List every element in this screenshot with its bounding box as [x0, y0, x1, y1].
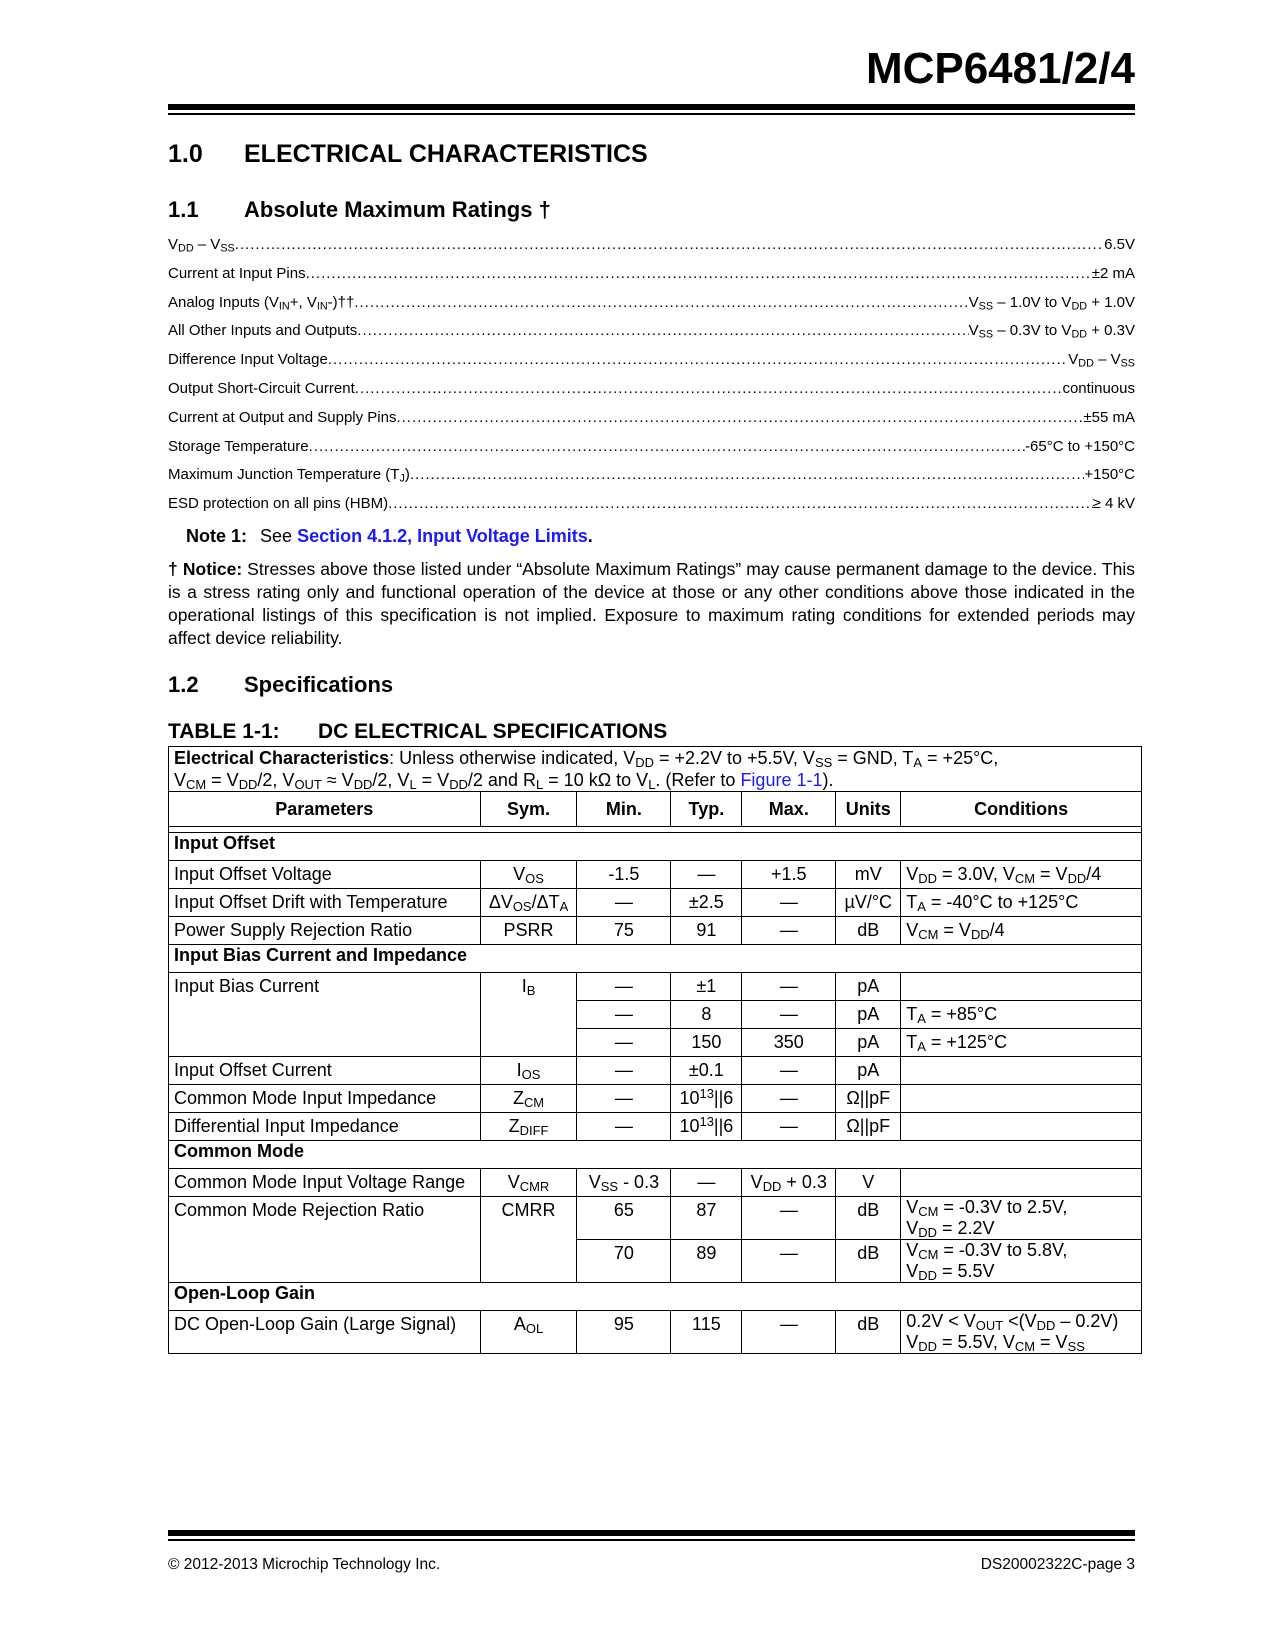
- section-title: Specifications: [244, 672, 394, 697]
- table-row: Common Mode Rejection Ratio CMRR 65 87 — dB $V_{CM} = -0.3V$ to 2.5V, $V_{DD} = 2.2V$: [169, 1197, 1142, 1240]
- rating-diff-input: [168, 351, 1135, 380]
- rating-label: Maximum Junction Temperature $(T_J)$: [168, 466, 410, 486]
- section-link[interactable]: Section 4.1.2, Input Voltage Limits: [297, 526, 588, 546]
- rating-label: All Other Inputs and Outputs: [168, 322, 358, 340]
- table-conditions-row: [169, 747, 1142, 792]
- leader-dots: [357, 322, 968, 339]
- section-number: 1.1: [168, 197, 199, 222]
- group-row-input-offset: Input Offset: [169, 833, 1142, 861]
- col-header-typ: Typ.: [671, 792, 742, 827]
- notice-text: Stresses above those listed under “Absolute Maximum Ratings” may cause permanent damage to the device. This is a stress rating only and functional operation of the device at those or any other conditions above those indicated in the operational listings of this specification is not implied. Exposure to maximum rating conditions for extended periods may affect device reliability.: [168, 559, 1135, 648]
- note-end: .: [587, 526, 593, 546]
- leader-dots: [328, 351, 1068, 368]
- section-number: 1.0: [168, 140, 203, 168]
- rating-label: $V_{DD} - V_{SS}$: [168, 236, 235, 255]
- table-row: Input Offset Drift with Temperature $\Delta V_{OS}/\Delta T_A$ — ±2.5 — µV/°C $T_A = -40^\circ C$ to +125°C: [169, 889, 1142, 917]
- table-header-row: [169, 792, 1142, 827]
- rating-other-io: [168, 322, 1135, 351]
- electrical-characteristics-note: Electrical Characteristics: Unless otherwise indicated, $V_{DD} = +2.2V$ to +5.5V, $V_{SS}$ = GND, $T_A = +25^\circ C$, $V_{CM} = V_{DD}/2$, $V_{OUT} \approx V_{DD}/2$, $V_L = V_{DD}/2$ and $R_L = 10$ kΩ to $V_L$. (Refer to Figure 1-1).: [169, 747, 1142, 792]
- leader-dots: [355, 380, 1063, 397]
- leader-dots: [235, 236, 1104, 253]
- section-heading-1-2: [168, 672, 393, 698]
- leader-dots: [306, 265, 1092, 282]
- rating-output-current: [168, 409, 1135, 438]
- section-title: Absolute Maximum Ratings †: [244, 197, 551, 222]
- leader-dots: [396, 409, 1083, 426]
- leader-dots: [354, 294, 968, 311]
- note-1: [186, 526, 601, 547]
- footer-rule-thin: [168, 1539, 1135, 1541]
- table-row: Differential Input Impedance $Z_{DIFF}$ — $10^{13}||6$ — Ω||pF: [169, 1113, 1142, 1141]
- notice-label: † Notice:: [168, 559, 243, 579]
- table-number: TABLE 1-1:: [168, 720, 280, 743]
- table-row: — 150 350 pA $T_A = +125^\circ C$: [169, 1029, 1142, 1057]
- table-title-text: DC ELECTRICAL SPECIFICATIONS: [318, 720, 668, 743]
- rating-short-circuit: [168, 380, 1135, 409]
- leader-dots: [388, 495, 1092, 512]
- section-heading-1: [168, 140, 648, 169]
- figure-link[interactable]: Figure 1-1: [740, 770, 823, 790]
- absolute-max-ratings-list: [168, 236, 1135, 524]
- group-row-common-mode: Common Mode: [169, 1141, 1142, 1169]
- rating-value: $V_{DD} - V_{SS}$: [1068, 351, 1135, 370]
- rating-label: Analog Inputs ($V_{IN}+$, $V_{IN}-)\dagger\dagger$: [168, 293, 355, 313]
- note-text: See: [260, 526, 293, 546]
- table-row: Common Mode Input Impedance $Z_{CM}$ — $10^{13}||6$ — Ω||pF: [169, 1085, 1142, 1113]
- rating-label: Current at Input Pins: [168, 264, 306, 282]
- rating-value: ≥ 4 kV: [1092, 495, 1135, 513]
- rating-value: +150°C: [1084, 466, 1135, 484]
- group-row-input-bias: Input Bias Current and Impedance: [169, 945, 1142, 973]
- col-header-min: Min.: [577, 792, 671, 827]
- rating-input-current: [168, 265, 1135, 294]
- rating-analog-inputs: [168, 294, 1135, 323]
- rating-value: 6.5V: [1104, 236, 1135, 253]
- footer-page-number: DS20002322C-page 3: [980, 1556, 1135, 1573]
- header-rule-thin: [168, 113, 1135, 115]
- rating-storage-temp: [168, 438, 1135, 467]
- group-row-open-loop-gain: Open-Loop Gain: [169, 1283, 1142, 1311]
- col-header-parameters: Parameters: [169, 792, 481, 827]
- rating-label: Output Short-Circuit Current: [168, 379, 355, 397]
- table-title: [168, 720, 667, 744]
- col-header-conditions: Conditions: [901, 792, 1142, 827]
- rating-label: Difference Input Voltage: [168, 351, 328, 369]
- col-header-sym: Sym.: [480, 792, 577, 827]
- section-title: ELECTRICAL CHARACTERISTICS: [244, 140, 648, 168]
- section-number: 1.2: [168, 672, 199, 697]
- rating-esd: [168, 495, 1135, 524]
- table-row: Input Bias Current $I_B$ — ±1 — pA: [169, 973, 1142, 1001]
- footer-copyright: © 2012-2013 Microchip Technology Inc.: [168, 1556, 441, 1573]
- rating-label: ESD protection on all pins (HBM): [168, 495, 389, 513]
- rating-value: -65°C to +150°C: [1025, 437, 1135, 455]
- table-row: Input Offset Current $I_{OS}$ — ±0.1 — pA: [169, 1057, 1142, 1085]
- table-row: — 8 — pA $T_A = +85^\circ C$: [169, 1001, 1142, 1029]
- note-label: Note 1:: [186, 526, 248, 546]
- rating-junction-temp: [168, 466, 1135, 495]
- page-title: MCP6481/2/4: [865, 44, 1135, 93]
- rating-label: Current at Output and Supply Pins: [168, 408, 397, 426]
- table-row: Power Supply Rejection Ratio PSRR 75 91 — dB $V_{CM} = V_{DD}/4$: [169, 917, 1142, 945]
- table-row: DC Open-Loop Gain (Large Signal) $A_{OL}$ 95 115 — dB $0.2V < V_{OUT} <(V_{DD} - 0.2V)$ $V_{DD} = 5.5V$, $V_{CM} = V_{SS}$: [169, 1311, 1142, 1354]
- col-header-max: Max.: [742, 792, 836, 827]
- table-row: Input Offset Voltage $V_{OS}$ -1.5 — +1.5 mV $V_{DD} = 3.0V$, $V_{CM} = V_{DD}/4$: [169, 861, 1142, 889]
- rating-value: continuous: [1062, 379, 1135, 397]
- header-rule-thick: [168, 104, 1135, 110]
- rating-value: ±2 mA: [1091, 264, 1135, 282]
- table-row: Common Mode Input Voltage Range $V_{CMR}$ $V_{SS} - 0.3$ — $V_{DD} + 0.3$ V: [169, 1169, 1142, 1197]
- rating-value: $V_{SS} - 1.0V$ to $V_{DD} + 1.0V$: [968, 293, 1135, 313]
- table-row: 70 89 — dB $V_{CM} = -0.3V$ to 5.8V, $V_{DD} = 5.5V$: [169, 1240, 1142, 1283]
- notice-paragraph: [168, 558, 1135, 650]
- rating-value: $V_{SS} - 0.3V$ to $V_{DD} + 0.3V$: [968, 322, 1135, 342]
- dc-spec-table: [168, 746, 1142, 1354]
- leader-dots: [309, 438, 1025, 455]
- col-header-units: Units: [836, 792, 901, 827]
- rating-value: ±55 mA: [1083, 408, 1135, 426]
- leader-dots: [410, 466, 1085, 483]
- rating-label: Storage Temperature: [168, 437, 309, 455]
- section-heading-1-1: [168, 197, 551, 223]
- footer-rule-thick: [168, 1530, 1135, 1536]
- rating-vdd-vss: [168, 236, 1135, 265]
